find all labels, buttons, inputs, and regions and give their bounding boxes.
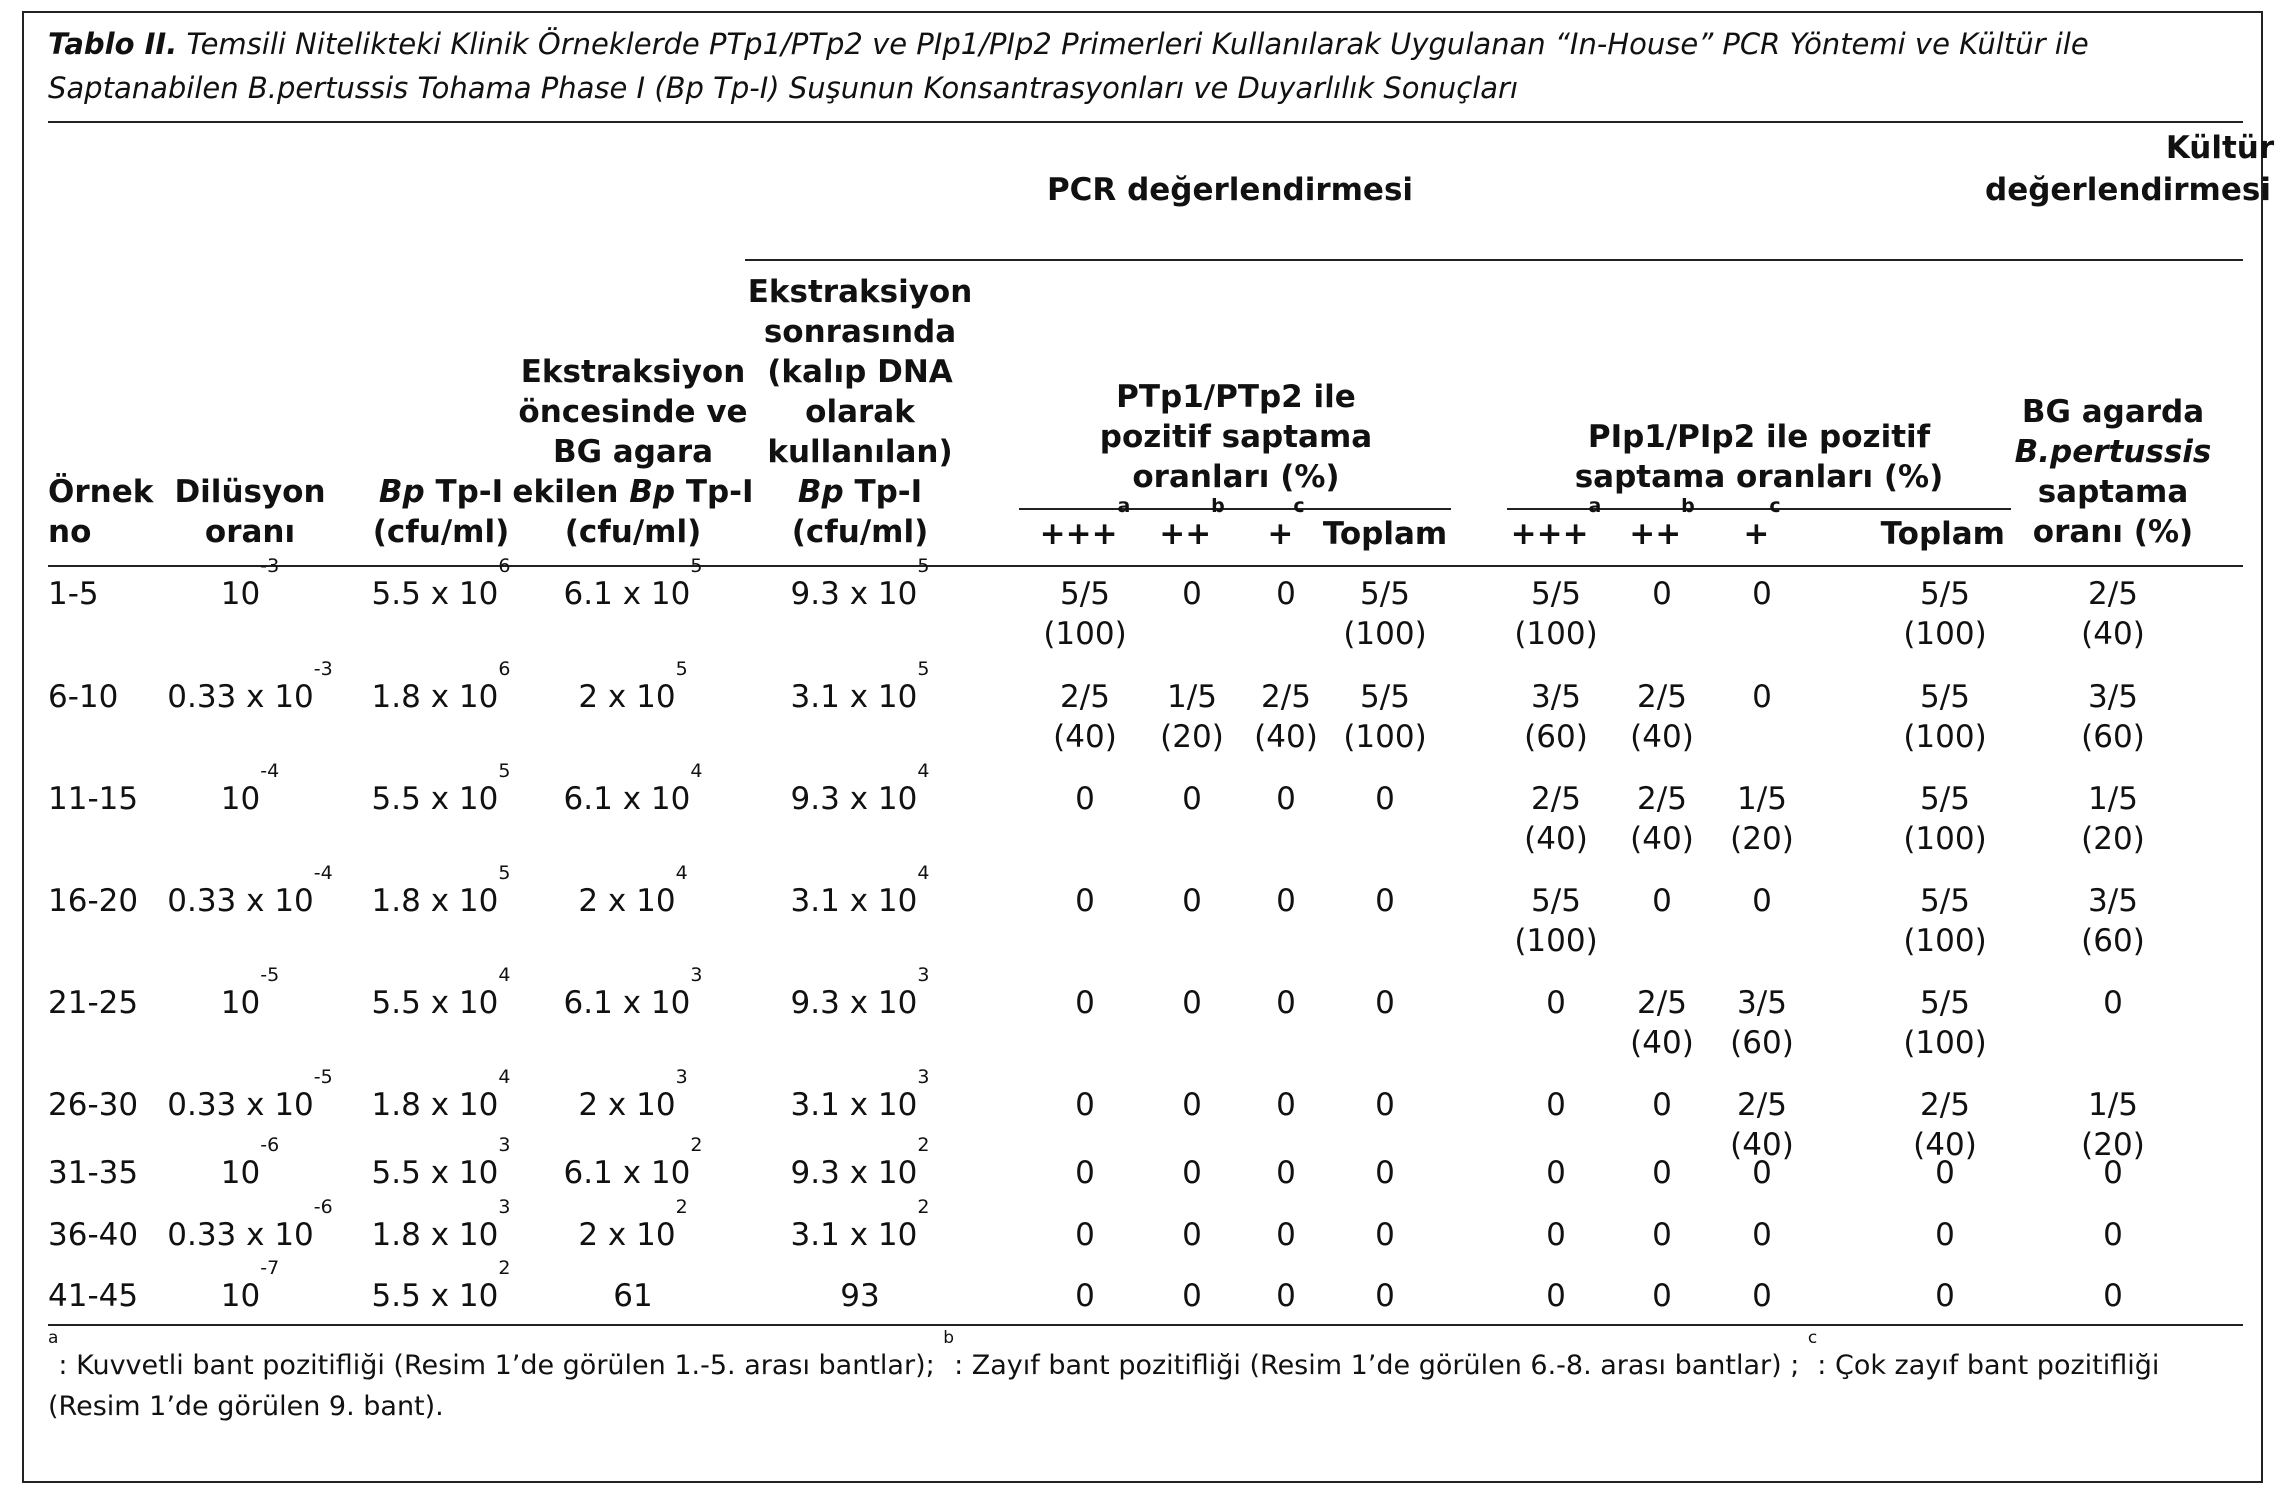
cell-after-mantissa: 3.1 x 10 — [790, 679, 918, 715]
cell-ornek-no: 1-5 — [48, 576, 99, 612]
cell-ptp-value: 0 — [1276, 576, 1296, 612]
cell-dilusyon-dil-base: 10 — [220, 985, 261, 1021]
cell-ptp-value: 0 — [1375, 1217, 1395, 1253]
cell-dilusyon-dil-base: 10 — [220, 1155, 261, 1191]
cell-ptp-value: 0 — [1075, 1087, 1095, 1123]
cell-dilusyon — [220, 1134, 280, 1193]
header-ptp-line: PTp1/PTp2 ile — [1116, 379, 1356, 415]
cell-before-mantissa: 2 x 10 — [578, 1217, 676, 1253]
ptp-sub-weak — [1159, 495, 1225, 554]
cell-pip-value: 0 — [1652, 1217, 1672, 1253]
cell-ptp-percent: (40) — [1053, 719, 1117, 755]
cell-bp-exponent: 6 — [498, 555, 511, 577]
footnote-c-text: : Çok zayıf bant pozitifliği (Resim 1’de görülen 9. bant). — [48, 1350, 2160, 1422]
cell-before-mantissa: 2 x 10 — [578, 883, 676, 919]
cell-pip-percent: (40) — [1630, 719, 1694, 755]
cell-bp-exponent: 4 — [498, 1066, 511, 1088]
cell-ptp-value: 0 — [1182, 1278, 1202, 1314]
cell-after-mantissa: 9.3 x 10 — [790, 985, 918, 1021]
cell-ptp-percent: (20) — [1160, 719, 1224, 755]
cell-bg-percent: (40) — [2081, 616, 2145, 652]
cell-before-exponent: 2 — [690, 1134, 703, 1156]
cell-bp — [371, 964, 511, 1023]
header-pcr-group: PCR değerlendirmesi — [1046, 172, 1414, 208]
cell-pip-value: 0 — [1546, 985, 1566, 1021]
cell-pip-value: 0 — [1546, 1087, 1566, 1123]
cell-before-mantissa: 61 — [613, 1278, 653, 1314]
cell-ptp-value: 0 — [1182, 1087, 1202, 1123]
cell-pip-value: 5/5 — [1531, 883, 1581, 919]
ptp-sub-strong-symbol: +++ — [1039, 516, 1118, 552]
cell-bg-percent: (20) — [2081, 1127, 2145, 1163]
cell-ptp-value: 0 — [1276, 883, 1296, 919]
cell-bp — [371, 862, 511, 921]
cell-ptp-value: 5/5 — [1360, 576, 1410, 612]
cell-bp-mantissa: 5.5 x 10 — [371, 576, 499, 612]
cell-ptp-value: 0 — [1075, 883, 1095, 919]
cell-pip-value: 0 — [1752, 679, 1772, 715]
cell-dilusyon — [220, 760, 280, 819]
cell-pip-value: 0 — [1935, 1278, 1955, 1314]
cell-ornek-no: 41-45 — [48, 1278, 139, 1314]
header-after-line: Bp Tp-I — [797, 474, 923, 510]
cell-bp-mantissa: 5.5 x 10 — [371, 1155, 499, 1191]
header-dilusyon-line: Dilüsyon — [174, 474, 326, 510]
cell-before — [578, 1196, 688, 1255]
cell-pip-value: 2/5 — [1637, 781, 1687, 817]
cell-dilusyon-exponent: -3 — [260, 555, 280, 577]
cell-pip-value: 5/5 — [1531, 576, 1581, 612]
cell-bp-exponent: 4 — [498, 964, 511, 986]
cell-dilusyon-dil-pre: 0.33 x — [167, 1217, 275, 1253]
ptp-sub-veryweak — [1267, 495, 1305, 554]
cell-pip-value: 1/5 — [1737, 781, 1787, 817]
cell-before-mantissa: 6.1 x 10 — [563, 1155, 691, 1191]
cell-bp — [371, 658, 511, 717]
cell-after — [790, 862, 930, 921]
cell-ptp-value: 0 — [1182, 883, 1202, 919]
cell-bg-value: 0 — [2103, 1155, 2123, 1191]
cell-ptp-value: 0 — [1075, 781, 1095, 817]
cell-before-exponent: 3 — [690, 964, 703, 986]
cell-bp — [371, 1196, 511, 1255]
cell-dilusyon — [167, 862, 333, 921]
cell-ptp-value: 0 — [1375, 883, 1395, 919]
header-bg-line: BG agarda — [2021, 394, 2205, 430]
footnote-b-sup: b — [943, 1328, 955, 1348]
cell-ptp-value: 0 — [1182, 1155, 1202, 1191]
cell-before-mantissa: 6.1 x 10 — [563, 576, 691, 612]
table-caption — [48, 22, 2248, 110]
cell-dilusyon-dil-pre: 0.33 x — [167, 679, 275, 715]
cell-bp-exponent: 5 — [498, 760, 511, 782]
cell-dilusyon-exponent: -5 — [313, 1066, 333, 1088]
cell-after-exponent: 4 — [917, 862, 930, 884]
cell-pip-value: 2/5 — [1531, 781, 1581, 817]
caption-label: Tablo II. — [48, 27, 178, 61]
cell-dilusyon-exponent: -6 — [260, 1134, 280, 1156]
cell-after — [790, 1196, 930, 1255]
cell-ptp-value: 0 — [1276, 1278, 1296, 1314]
cell-ptp-value: 0 — [1075, 985, 1095, 1021]
cell-after-mantissa: 93 — [840, 1278, 880, 1314]
cell-after-mantissa: 3.1 x 10 — [790, 1087, 918, 1123]
cell-before — [563, 555, 703, 614]
cell-bg-percent: (20) — [2081, 821, 2145, 857]
header-after-line: kullanılan) — [767, 434, 953, 470]
cell-ptp-value: 1/5 — [1167, 679, 1217, 715]
pip-sub-weak-footnote-mark: b — [1681, 495, 1695, 517]
header-before-line: öncesinde ve — [518, 394, 748, 430]
pip-sub-veryweak — [1743, 495, 1781, 554]
cell-pip-value: 5/5 — [1920, 781, 1970, 817]
cell-pip-percent: (40) — [1630, 1025, 1694, 1061]
cell-before-mantissa: 6.1 x 10 — [563, 781, 691, 817]
cell-dilusyon-exponent: -4 — [313, 862, 333, 884]
cell-ptp-value: 0 — [1276, 1217, 1296, 1253]
cell-dilusyon-exponent: -3 — [313, 658, 333, 680]
cell-pip-percent: (100) — [1514, 923, 1598, 959]
cell-after — [790, 555, 930, 614]
header-bottom-rule — [48, 565, 2243, 567]
header-before-line: BG agara — [552, 434, 714, 470]
cell-bp — [371, 1257, 511, 1316]
cell-after-exponent: 5 — [917, 555, 930, 577]
body-bottom-rule — [48, 1324, 2243, 1326]
cell-bg-value: 0 — [2103, 985, 2123, 1021]
cell-ptp-value: 0 — [1375, 985, 1395, 1021]
cell-dilusyon — [167, 1066, 333, 1125]
header-pip-line: saptama oranları (%) — [1574, 459, 1944, 495]
cell-after-exponent: 4 — [917, 760, 930, 782]
cell-after-mantissa: 9.3 x 10 — [790, 576, 918, 612]
cell-dilusyon-dil-base: 10 — [220, 1278, 261, 1314]
cell-bp-exponent: 6 — [498, 658, 511, 680]
header-pip-line: PIp1/PIp2 ile pozitif — [1587, 419, 1931, 455]
pip-sub-veryweak-footnote-mark: c — [1769, 495, 1781, 517]
cell-bp-mantissa: 1.8 x 10 — [371, 883, 499, 919]
cell-bg-value: 3/5 — [2088, 883, 2138, 919]
header-bp-line: (cfu/ml) — [372, 514, 510, 550]
cell-before-exponent: 4 — [690, 760, 703, 782]
cell-ptp-percent: (100) — [1343, 616, 1427, 652]
cell-dilusyon-exponent: -6 — [313, 1196, 333, 1218]
header-ptp-line: oranları (%) — [1132, 459, 1340, 495]
cell-pip-value: 3/5 — [1531, 679, 1581, 715]
ptp-sub-veryweak-footnote-mark: c — [1293, 495, 1305, 517]
cell-bp-mantissa: 1.8 x 10 — [371, 1087, 499, 1123]
cell-bp-mantissa: 1.8 x 10 — [371, 679, 499, 715]
cell-dilusyon — [220, 555, 280, 614]
cell-bp-mantissa: 5.5 x 10 — [371, 781, 499, 817]
cell-pip-percent: (100) — [1903, 1025, 1987, 1061]
cell-bg-value: 0 — [2103, 1278, 2123, 1314]
cell-before-mantissa: 2 x 10 — [578, 679, 676, 715]
footnote-c-sup: c — [1807, 1328, 1818, 1348]
header-culture-group-2: değerlendirmesi — [1985, 172, 2271, 208]
cell-dilusyon-dil-base: 10 — [220, 576, 261, 612]
pip-sub-strong — [1510, 495, 1602, 554]
header-dilusyon-line: oranı — [204, 514, 296, 550]
cell-ptp-value: 0 — [1182, 576, 1202, 612]
cell-ptp-value: 0 — [1075, 1217, 1095, 1253]
cell-pip-value: 5/5 — [1920, 576, 1970, 612]
cell-ptp-value: 2/5 — [1060, 679, 1110, 715]
cell-pip-value: 0 — [1652, 1087, 1672, 1123]
ptp-sub-veryweak-symbol: + — [1267, 516, 1294, 552]
header-before-line: ekilen Bp Tp-I — [512, 474, 754, 510]
header-bg-line: oranı (%) — [2032, 514, 2194, 550]
cell-pip-value: 0 — [1935, 1155, 1955, 1191]
cell-pip-value: 2/5 — [1737, 1087, 1787, 1123]
cell-dilusyon-dil-base: 10 — [274, 1087, 314, 1123]
cell-after-exponent: 5 — [917, 658, 930, 680]
cell-before-mantissa: 6.1 x 10 — [563, 985, 691, 1021]
header-after-line: olarak — [805, 394, 915, 430]
footnote-a-sup: a — [48, 1328, 59, 1348]
top-rule — [48, 121, 2243, 123]
cell-bp — [371, 1134, 511, 1193]
cell-ornek-no: 31-35 — [48, 1155, 139, 1191]
cell-before-exponent: 4 — [675, 862, 688, 884]
cell-before — [578, 862, 688, 921]
cell-before-exponent: 3 — [675, 1066, 688, 1088]
cell-bp — [371, 555, 511, 614]
cell-dilusyon — [167, 1196, 333, 1255]
cell-pip-percent: (60) — [1524, 719, 1588, 755]
cell-ptp-percent: (100) — [1043, 616, 1127, 652]
cell-bp-mantissa: 5.5 x 10 — [371, 985, 499, 1021]
footnote-a-text: : Kuvvetli bant pozitifliği (Resim 1’de görülen 1.-5. arası bantlar); — [58, 1350, 944, 1381]
caption-text: Temsili Nitelikteki Klinik Örneklerde PTp1/PTp2 ve PIp1/PIp2 Primerleri Kullanılarak Uygulanan “In-House” PCR Yöntemi ve Kültür ile Saptanabilen B.pertussis Tohama Phase I (Bp Tp-I) Suşunun Konsantrasyonları ve Duyarlılık Sonuçları — [48, 27, 2089, 105]
cell-before — [563, 964, 703, 1023]
header-bg-line: saptama — [2037, 474, 2189, 510]
cell-dilusyon-dil-base: 10 — [274, 679, 314, 715]
header-after-line: (kalıp DNA — [767, 354, 953, 390]
pip-subgroup-rule — [1507, 508, 2011, 510]
header-culture-group-1: Kültür — [2165, 130, 2275, 166]
cell-dilusyon-exponent: -5 — [260, 964, 280, 986]
cell-dilusyon-dil-pre: 0.33 x — [167, 1087, 275, 1123]
cell-before-exponent: 5 — [690, 555, 703, 577]
header-after-line: sonrasında — [763, 314, 957, 350]
cell-after-exponent: 2 — [917, 1134, 930, 1156]
header-ornek-line: Örnek — [48, 474, 154, 510]
cell-pip-value: 0 — [1752, 1278, 1772, 1314]
cell-after — [790, 658, 930, 717]
cell-bp-exponent: 3 — [498, 1134, 511, 1156]
cell-bg-value: 2/5 — [2088, 576, 2138, 612]
cell-ptp-value: 0 — [1276, 781, 1296, 817]
header-before-line: Ekstraksiyon — [520, 354, 746, 390]
cell-pip-percent: (100) — [1903, 616, 1987, 652]
cell-pip-value: 0 — [1752, 1155, 1772, 1191]
ptp-sub-strong-footnote-mark: a — [1117, 495, 1131, 517]
ptp-sub-total: Toplam — [1322, 516, 1448, 552]
cell-dilusyon-dil-base: 10 — [220, 781, 261, 817]
header-before-line: (cfu/ml) — [564, 514, 702, 550]
cell-before — [578, 1066, 688, 1125]
cell-after — [840, 1276, 879, 1316]
ptp-sub-weak-symbol: ++ — [1159, 516, 1212, 552]
cell-after-mantissa: 3.1 x 10 — [790, 1217, 918, 1253]
cell-bp-mantissa: 1.8 x 10 — [371, 1217, 499, 1253]
cell-bp — [371, 760, 511, 819]
cell-pip-percent: (20) — [1730, 821, 1794, 857]
pip-sub-veryweak-symbol: + — [1743, 516, 1770, 552]
cell-before-exponent: 2 — [675, 1196, 688, 1218]
cell-after-mantissa: 9.3 x 10 — [790, 781, 918, 817]
cell-ptp-percent: (100) — [1343, 719, 1427, 755]
cell-dilusyon-dil-base: 10 — [274, 883, 314, 919]
cell-ptp-value: 0 — [1182, 985, 1202, 1021]
cell-after — [790, 1134, 930, 1193]
cell-ptp-percent: (40) — [1254, 719, 1318, 755]
cell-dilusyon — [220, 964, 280, 1023]
cell-ptp-value: 0 — [1375, 1087, 1395, 1123]
cell-pip-value: 0 — [1935, 1217, 1955, 1253]
pip-sub-strong-footnote-mark: a — [1588, 495, 1602, 517]
pcr-group-rule — [745, 259, 2243, 261]
cell-dilusyon — [167, 658, 333, 717]
header-bg-line: B.pertussis — [2014, 434, 2212, 470]
cell-ptp-value: 0 — [1375, 781, 1395, 817]
cell-pip-value: 0 — [1652, 1155, 1672, 1191]
cell-pip-value: 0 — [1546, 1278, 1566, 1314]
cell-ptp-value: 5/5 — [1360, 679, 1410, 715]
cell-pip-value: 2/5 — [1637, 679, 1687, 715]
cell-before — [578, 658, 688, 717]
cell-dilusyon-exponent: -7 — [260, 1257, 280, 1279]
cell-bg-value: 1/5 — [2088, 1087, 2138, 1123]
cell-bg-value: 1/5 — [2088, 781, 2138, 817]
header-after-line: (cfu/ml) — [791, 514, 929, 550]
ptp-sub-weak-footnote-mark: b — [1211, 495, 1225, 517]
footnote — [48, 1328, 2248, 1427]
cell-bg-percent: (60) — [2081, 923, 2145, 959]
cell-ornek-no: 11-15 — [48, 781, 139, 817]
cell-pip-value: 0 — [1652, 576, 1672, 612]
cell-ornek-no: 36-40 — [48, 1217, 139, 1253]
cell-pip-percent: (100) — [1903, 923, 1987, 959]
cell-after-exponent: 3 — [917, 964, 930, 986]
header-ornek-line: no — [48, 514, 92, 550]
cell-ornek-no: 26-30 — [48, 1087, 139, 1123]
header-ptp-line: pozitif saptama — [1099, 419, 1373, 455]
cell-after — [790, 964, 930, 1023]
cell-pip-value: 0 — [1752, 1217, 1772, 1253]
cell-bg-percent: (60) — [2081, 719, 2145, 755]
header-bp-line: Bp Tp-I — [378, 474, 504, 510]
cell-pip-percent: (100) — [1903, 719, 1987, 755]
cell-pip-value: 0 — [1546, 1155, 1566, 1191]
cell-pip-value: 0 — [1546, 1217, 1566, 1253]
cell-pip-value: 2/5 — [1920, 1087, 1970, 1123]
cell-ptp-value: 0 — [1375, 1278, 1395, 1314]
cell-after — [790, 760, 930, 819]
cell-dilusyon — [220, 1257, 280, 1316]
cell-ornek-no: 21-25 — [48, 985, 139, 1021]
cell-bp — [371, 1066, 511, 1125]
cell-ptp-value: 5/5 — [1060, 576, 1110, 612]
header-after-line: Ekstraksiyon — [747, 274, 973, 310]
cell-dilusyon-dil-base: 10 — [274, 1217, 314, 1253]
pip-sub-total: Toplam — [1880, 516, 2005, 552]
cell-dilusyon-exponent: -4 — [260, 760, 280, 782]
cell-ptp-value: 0 — [1375, 1155, 1395, 1191]
ptp-sub-strong — [1039, 495, 1131, 554]
pip-sub-strong-symbol: +++ — [1510, 516, 1589, 552]
cell-after-mantissa: 3.1 x 10 — [790, 883, 918, 919]
cell-before-mantissa: 2 x 10 — [578, 1087, 676, 1123]
cell-bp-mantissa: 5.5 x 10 — [371, 1278, 499, 1314]
pip-sub-weak-symbol: ++ — [1629, 516, 1682, 552]
pip-sub-weak — [1629, 495, 1695, 554]
ptp-subgroup-rule — [1019, 508, 1451, 510]
cell-bg-value: 0 — [2103, 1217, 2123, 1253]
cell-after-exponent: 3 — [917, 1066, 930, 1088]
cell-before — [563, 1134, 703, 1193]
cell-ptp-value: 0 — [1182, 1217, 1202, 1253]
cell-ptp-value: 0 — [1075, 1155, 1095, 1191]
cell-pip-value: 0 — [1652, 883, 1672, 919]
footnote-b-text: : Zayıf bant pozitifliği (Resim 1’de görülen 6.-8. arası bantlar) ; — [954, 1350, 1808, 1381]
cell-after-exponent: 2 — [917, 1196, 930, 1218]
cell-pip-percent: (100) — [1903, 821, 1987, 857]
cell-before — [613, 1276, 652, 1316]
cell-pip-percent: (40) — [1630, 821, 1694, 857]
cell-ptp-value: 2/5 — [1261, 679, 1311, 715]
cell-pip-value: 2/5 — [1637, 985, 1687, 1021]
cell-before — [563, 760, 703, 819]
cell-bp-exponent: 5 — [498, 862, 511, 884]
cell-pip-percent: (40) — [1524, 821, 1588, 857]
cell-pip-percent: (100) — [1514, 616, 1598, 652]
cell-pip-value: 5/5 — [1920, 883, 1970, 919]
cell-after-mantissa: 9.3 x 10 — [790, 1155, 918, 1191]
cell-ptp-value: 0 — [1276, 1087, 1296, 1123]
cell-before-exponent: 5 — [675, 658, 688, 680]
cell-ptp-value: 0 — [1075, 1278, 1095, 1314]
cell-pip-value: 0 — [1752, 576, 1772, 612]
cell-after — [790, 1066, 930, 1125]
cell-pip-value: 0 — [1652, 1278, 1672, 1314]
cell-ptp-value: 0 — [1276, 1155, 1296, 1191]
cell-pip-percent: (40) — [1730, 1127, 1794, 1163]
cell-pip-percent: (60) — [1730, 1025, 1794, 1061]
cell-bg-value: 3/5 — [2088, 679, 2138, 715]
cell-ornek-no: 16-20 — [48, 883, 139, 919]
cell-ptp-value: 0 — [1276, 985, 1296, 1021]
cell-pip-value: 5/5 — [1920, 679, 1970, 715]
cell-dilusyon-dil-pre: 0.33 x — [167, 883, 275, 919]
cell-ptp-value: 0 — [1182, 781, 1202, 817]
cell-pip-value: 0 — [1752, 883, 1772, 919]
cell-bp-exponent: 2 — [498, 1257, 511, 1279]
cell-bp-exponent: 3 — [498, 1196, 511, 1218]
cell-pip-percent: (40) — [1913, 1127, 1977, 1163]
cell-pip-value: 3/5 — [1737, 985, 1787, 1021]
cell-pip-value: 5/5 — [1920, 985, 1970, 1021]
cell-ornek-no: 6-10 — [48, 679, 119, 715]
